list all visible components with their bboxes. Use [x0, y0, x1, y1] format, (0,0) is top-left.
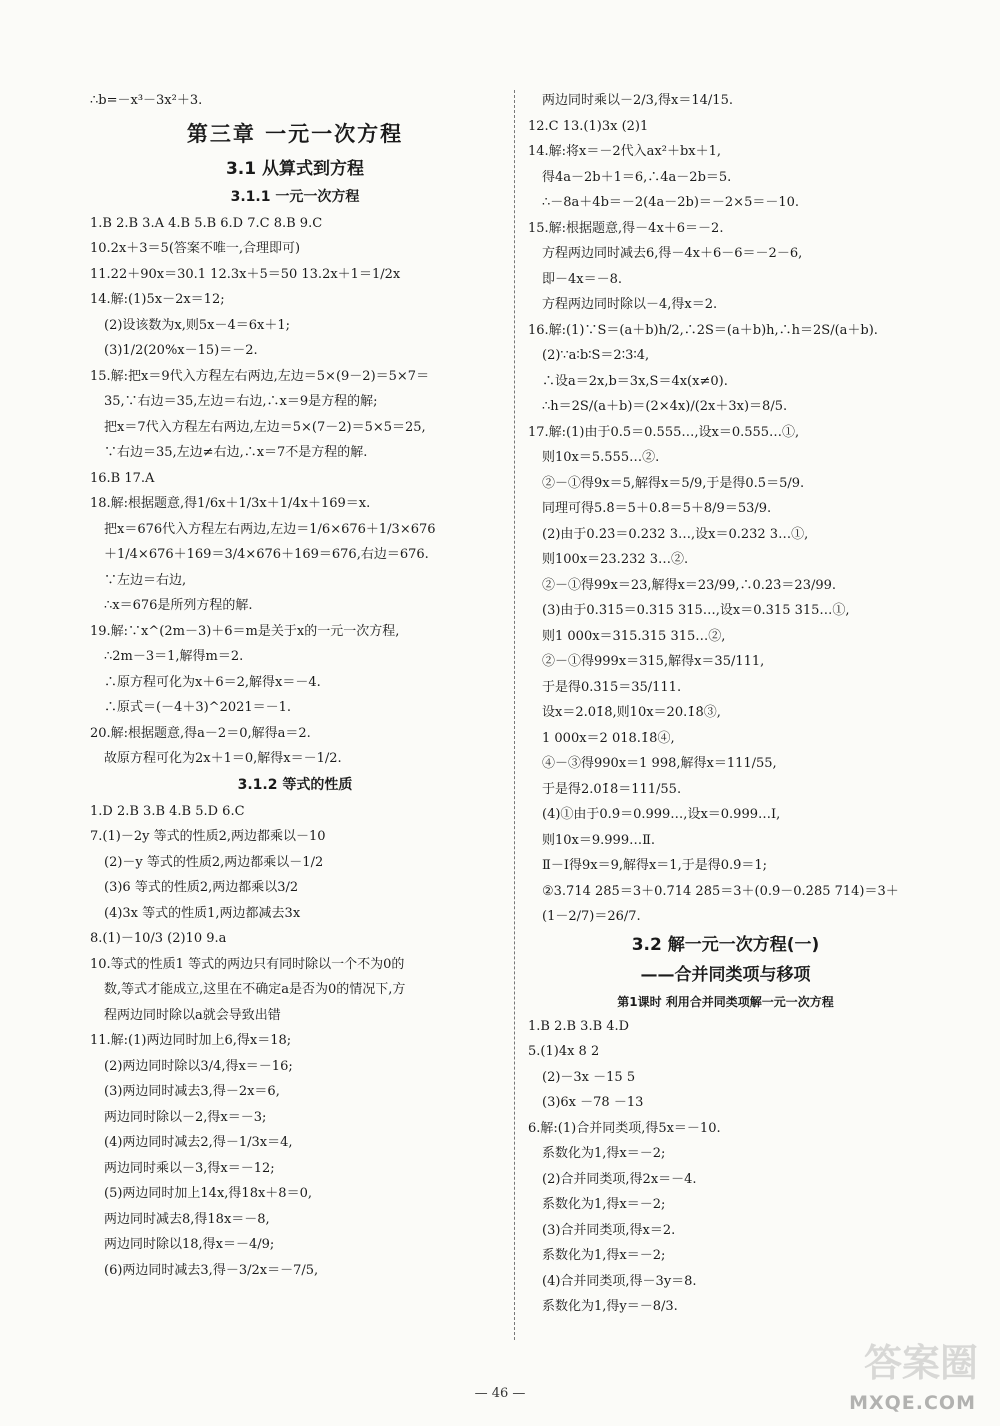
chapter-title: 第三章 一元一次方程 [186, 121, 404, 146]
answer-line: 1.B 2.B 3.B 4.D [528, 1018, 630, 1034]
answer-line: ∴原方程可化为x＋6＝2,解得x＝－4. [104, 674, 321, 690]
answer-line: (3)由于0.3̇15̇＝0.315 315…,设x＝0.315 315…①, [542, 603, 850, 618]
answer-line: 6.解:(1)合并同类项,得5x＝－10. [528, 1120, 721, 1136]
answer-line: 同理可得5.8̇＝5＋0.8̇＝5＋8/9＝53/9. [542, 501, 772, 516]
right-column [528, 88, 923, 1320]
column-divider [514, 90, 515, 1340]
answer-line: 则100x＝23.232 3…②. [542, 552, 689, 567]
answer-line: 故原方程可化为2x＋1＝0,解得x＝－1/2. [104, 751, 342, 766]
answer-line: ∴x＝676是所列方程的解. [104, 598, 253, 613]
answer-line: ∴2m－3＝1,解得m＝2. [104, 649, 244, 664]
answer-line: 方程两边同时减去6,得－4x＋6－6＝－2－6, [542, 246, 803, 261]
answer-line: 18.解:根据题意,得1/6x＋1/3x＋1/4x＋169＝x. [90, 496, 371, 511]
answer-line: ∴－8a＋4b＝－2(4a－2b)＝－2×5＝－10. [542, 195, 800, 210]
answer-line: 即－4x＝－8. [542, 271, 623, 287]
answer-line: 系数化为1,得x＝－2; [542, 1146, 666, 1161]
answer-line: ②－①得99x＝23,解得x＝23/99,∴0.2̇3̇＝23/99. [542, 577, 837, 593]
watermark-text: MXQE.COM [849, 1392, 976, 1414]
answer-line: (2)两边同时除以3/4,得x＝－16; [104, 1058, 293, 1074]
answer-line: (4)①由于0.9̇＝0.999…,设x＝0.999…Ⅰ, [542, 807, 781, 822]
answer-line: (3)两边同时减去3,得－2x＝6, [104, 1084, 280, 1099]
watermark-logo [849, 1332, 982, 1414]
answer-line: (3)6x －78 －13 [542, 1095, 644, 1110]
answer-line: ②－①得999x＝315,解得x＝35/111, [542, 654, 765, 669]
answer-line: ∵右边＝35,左边≠右边,∴x＝7不是方程的解. [104, 445, 368, 460]
answer-line: (6)两边同时减去3,得－3/2x＝－7/5, [104, 1262, 319, 1278]
answer-line: (4)3x 等式的性质1,两边都减去3x [104, 905, 301, 921]
answer-line: (2)－3x －15 5 [542, 1069, 636, 1085]
answer-line: 则10x＝5.555…②. [542, 450, 660, 465]
answer-line: Ⅱ－Ⅰ得9x＝9,解得x＝1,于是得0.9̇＝1; [542, 858, 768, 873]
answer-line: 7.(1)－2y 等式的性质2,两边都乘以－10 [90, 829, 326, 844]
answer-line: 则1 000x＝315.315 315…②, [542, 628, 726, 644]
answer-line: 1.D 2.B 3.B 4.B 5.D 6.C [90, 803, 245, 819]
left-column [90, 88, 500, 1283]
answer-line: (3)合并同类项,得x＝2. [542, 1222, 676, 1238]
section-heading: 3.1 从算式到方程 [225, 158, 365, 179]
answer-line: 两边同时乘以－2/3,得x＝14/15. [542, 93, 733, 108]
answer-line: (4)合并同类项,得－3y＝8. [542, 1273, 697, 1289]
answer-line: (2)合并同类项,得2x＝－4. [542, 1171, 697, 1187]
section-heading: ——合并同类项与移项 [640, 964, 811, 985]
answer-line: 两边同时除以18,得x＝－4/9; [104, 1237, 275, 1252]
answer-line: 10.等式的性质1 等式的两边只有同时除以一个不为0的 [90, 956, 405, 972]
answer-line: 系数化为1,得x＝－2; [542, 1248, 666, 1263]
answer-line: 系数化为1,得y＝－8/3. [542, 1299, 678, 1314]
answer-line: 设x＝2.01̇8̇,则10x＝20.1̇8̇③, [542, 705, 721, 720]
answer-line: 20.解:根据题意,得a－2＝0,解得a＝2. [90, 725, 311, 741]
answer-line: (3)6 等式的性质2,两边都乘以3/2 [104, 880, 299, 895]
answer-line: ∵左边＝右边, [104, 572, 187, 588]
answer-line: 则10x＝9.999…Ⅱ. [542, 832, 656, 848]
answer-line: 5.(1)4x 8 2 [528, 1044, 600, 1059]
answer-line: 两边同时乘以－3,得x＝－12; [104, 1160, 275, 1176]
answer-line: ∴h＝2S/(a＋b)＝(2×4x)/(2x＋3x)＝8/5. [542, 399, 788, 414]
answer-line: (4)两边同时减去2,得－1/3x＝4, [104, 1135, 293, 1150]
answer-line: 16.解:(1)∵S＝(a＋b)h/2,∴2S＝(a＋b)h,∴h＝2S/(a＋b). [528, 322, 878, 338]
answer-line: 15.解:根据题意,得－4x＋6＝－2. [528, 220, 724, 236]
answer-line: 系数化为1,得x＝－2; [542, 1197, 666, 1212]
answer-line: (5)两边同时加上14x,得18x＋8＝0, [104, 1186, 312, 1201]
subsection-heading: 3.1.1 一元一次方程 [230, 188, 360, 205]
answer-line: 把x＝676代入方程左右两边,左边＝1/6×676＋1/3×676 [104, 521, 436, 537]
answer-line: (2)由于0.2̇3̇＝0.232 3…,设x＝0.232 3…①, [542, 526, 809, 542]
subsection-heading: 3.1.2 等式的性质 [237, 776, 353, 793]
answer-line: 16.B 17.A [90, 470, 155, 486]
answer-line: 8.(1)－10/3 (2)10 9.a [90, 931, 227, 946]
answer-line: 两边同时减去8,得18x＝－8, [104, 1211, 270, 1227]
answer-line: (2)－y 等式的性质2,两边都乘以－1/2 [104, 854, 324, 870]
answer-line: 1 000x＝2 018.1̇8̇④, [542, 730, 675, 746]
answer-line: 11.解:(1)两边同时加上6,得x＝18; [90, 1033, 292, 1048]
answer-line: ∴原式＝(－4＋3)^2021＝－1. [104, 700, 292, 715]
answer-line: 14.解:将x＝－2代入ax²＋bx＋1, [528, 144, 722, 159]
section-heading: 3.2 解一元一次方程(一) [631, 934, 820, 955]
answer-line: ∴b=－x³－3x²＋3. [90, 93, 203, 108]
answer-line: (3)1/2(20%x－15)＝－2. [104, 343, 258, 358]
answer-line: ②3.7̇14 285̇＝3＋0.7̇14 285̇＝3＋(0.9̇－0.2̇85 714̇)＝3＋ [542, 883, 899, 899]
answer-line: 14.解:(1)5x－2x＝12; [90, 292, 225, 307]
answer-line: 15.解:把x＝9代入方程左右两边,左边＝5×(9－2)＝5×7＝ [90, 368, 430, 384]
answer-line: 得4a－2b＋1＝6,∴4a－2b＝5. [542, 169, 732, 185]
answer-line: ②－①得9x＝5,解得x＝5/9,于是得0.5̇＝5/9. [542, 475, 805, 491]
answer-line: 把x＝7代入方程左右两边,左边＝5×(7－2)＝5×5＝25, [104, 419, 426, 435]
lesson-heading: 第1课时 利用合并同类项解一元一次方程 [617, 994, 834, 1009]
answer-line: 35,∵右边＝35,左边＝右边,∴x＝9是方程的解; [104, 394, 378, 409]
answer-line: 于是得2.01̇8̇＝111/55. [542, 781, 682, 797]
answer-line: ＋1/4×676＋169＝3/4×676＋169＝676,右边＝676. [104, 547, 429, 562]
answer-line: (2)设该数为x,则5x－4＝6x＋1; [104, 317, 291, 333]
answer-line: 于是得0.3̇15̇＝35/111. [542, 679, 682, 695]
answer-line: 12.C 13.(1)3x (2)1 [528, 118, 649, 134]
answer-line: 方程两边同时除以－4,得x＝2. [542, 297, 718, 312]
answer-line: 程两边同时除以a就会导致出错 [104, 1007, 281, 1023]
watermark-mark: 答案圈 [863, 1341, 978, 1385]
answer-line: (2)∵a∶b∶S＝2∶3∶4, [542, 348, 650, 363]
answer-line: 两边同时除以－2,得x＝－3; [104, 1109, 267, 1125]
answer-line: 19.解:∵x^(2m－3)＋6＝m是关于x的一元一次方程, [90, 623, 400, 639]
answer-line: 1.B 2.B 3.A 4.B 5.B 6.D 7.C 8.B 9.C [90, 215, 323, 231]
answer-line: (1－2/7)＝26/7. [542, 909, 641, 924]
answer-line: 11.22＋90x＝30.1 12.3x＋5＝50 13.2x＋1＝1/2x [90, 266, 401, 282]
answer-line: 10.2x＋3＝5(答案不唯一,合理即可) [90, 241, 301, 256]
answer-line: 数,等式才能成立,这里在不确定a是否为0的情况下,方 [104, 982, 406, 997]
page-number: — 46 — [474, 1386, 526, 1401]
answer-line: ④－③得990x＝1 998,解得x＝111/55, [542, 756, 777, 771]
answer-line: 17.解:(1)由于0.5̇＝0.555…,设x＝0.555…①, [528, 424, 800, 440]
answer-line: ∴设a＝2x,b＝3x,S＝4x(x≠0). [542, 373, 728, 389]
